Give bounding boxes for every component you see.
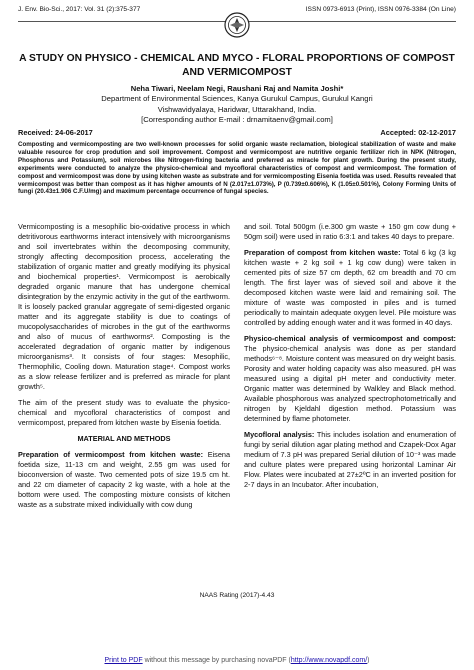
paper-title: A STUDY ON PHYSICO - CHEMICAL AND MYCO - FLORAL PROPORTIONS OF COMPOST AND VERMICOMPOST [19,53,455,78]
issn-info: ISSN 0973-6913 (Print), ISSN 0976-3384 (On Line) [305,6,456,13]
physico-chemical-heading: Physico-chemical analysis of vermicompost and compost: [244,334,456,343]
mycofloral-text: This includes isolation and enumeration of fungi by serial dilution agar plating method and Czapek-Dox Agar medium of 7.3 pH was prepared Serial dilution of 10⁻³ was made and culture plates were prepared using horizontal Laminar Air Flow. Plates were incubated at 27±2ºC in an inverted position for 2-7 days in an Incubator. After incubation, [244,430,456,489]
vermicompost-prep-text: Eisena foetida size, 11-13 cm and weight, 2.55 gm was used for bioconversion of waste. Two cemented pots of size 19.5 cm ht. and 22 cm diameter of capacity 2 kg waste, with a hole at the bottom were used. The composting mixture consists of kitchen waste as a substrate mixed individually with cow dung [18,450,230,509]
vermicompost-prep-paragraph [18,450,230,510]
right-column [244,222,456,496]
continued-paragraph: and soil. Total 500gm (i.e.300 gm waste + 150 gm cow dung + 50gm soil) were used in ratio 6:3:1 and takes 40 days to prepare. [244,222,456,241]
journal-reference: J. Env. Bio-Sci., 2017: Vol. 31 (2):375-377 [18,6,141,13]
dates-row [18,128,456,137]
footer-message: without this message by purchasing novaPDF ( [142,657,291,664]
intro-paragraph-1: Vermicomposting is a mesophilic bio-oxidative process in which detritivorous earthworms interact intensively with microorganisms and soil invertebrates within the decomposing community, strongly affecting decomposition process, accelerating the stabilization of organic matter and greatly modifying its physical and biochemical properties¹. Vermicompost is aerobically degraded organic manure that has undergone chemical disintegration by the enzymic activity in the gut of the earthworm. It is loosely packed granular aggregate of semi-digested organic matter and its aggregate stability is due to coatings of mucopolysaccharides of microbes in the gut of the earthworms and also of mucus of earthworms². Composting is the accelerated degradation of organic matter by indigenous microorganisms³. It consists of four stages: Mesophilic, Thermophilic, Cooling down. Maturation stage⁴. Compost works as a slow release fertilizer and is preferred as miracle for plant growth⁵. [18,222,230,391]
accepted-date: Accepted: 02-12-2017 [380,128,456,137]
print-to-pdf-link[interactable]: Print to PDF [104,657,143,664]
authors: Neha Tiwari, Neelam Negi, Raushani Raj and Namita Joshi* [130,84,344,93]
compost-prep-heading: Preparation of compost from kitchen waste: [244,248,401,257]
naas-rating: NAAS Rating (2017)-4.43 [199,592,275,599]
compost-prep-text: Total 6 kg (3 kg kitchen waste + 2 kg soil + 1 kg cow dung) were taken in cemented pits of size 57 cm depth, 62 cm breadth and 70 cm length. The first layer was of sieved soil and above it the decomposed kitchen waste were laid and remaining soil. The mixture of waste was composted in piles and is turned periodically to maintain adequate oxygen level. Pile moisture was controlled by adding enough water and it was formed in 40 days. [244,248,456,327]
section-heading-methods: MATERIAL AND METHODS [77,434,171,443]
journal-logo-icon [224,12,250,38]
abstract: Composting and vermicomposting are two well-known processes for solid organic waste reclamation, biological stabilization of waste and make valuable resource for crop prodution and soil improvement. Compost and vermicompost are nutritive organic fertilizer rich in NPK (Nitrogen, Phosphorus and Potassium), soil microbes like Nitrogen-fixing bacteria and preferred as miracle for plant growth. During the present study, experiments were conducted to analyze the physico-chemical and mycofloral characteristics of compost and vermicompost. The formation of compost and vermicompost was done by using kitchen waste as substrate and for vermicomposting Eisenia foetida was used. Results revealed that vermicompost was better than compost as it has higher amounts of N (2.017±1.073%), P (0.739±0.606%), K (1.05±0.501%), Colony Forming Units of fungi (20.43±1.906 C.F.U/mg) and maximum percentage occurrence of fungal species. [18,141,456,196]
vermicompost-prep-heading: Preparation of vermicompost from kitchen waste: [18,450,204,459]
left-column [18,222,230,516]
intro-paragraph-2: The aim of the present study was to evaluate the physico-chemical and mycofloral characteristics of compost and vermicompost, prepared from kitchen waste by Eisenia foetida. [18,398,230,427]
physico-chemical-paragraph [244,334,456,424]
affiliation-line-2: Vishwavidyalaya, Haridwar, Uttarakhand, India. [157,104,317,114]
pdf-footer [0,657,474,664]
compost-prep-paragraph [244,248,456,328]
author-affiliation-block [18,84,456,126]
novapdf-url-link[interactable]: http://www.novapdf.com/ [290,657,368,664]
corresponding-author: [Corresponding author E-mail : drnamitaenv@gmail.com] [141,115,333,125]
mycofloral-heading: Mycofloral analysis: [244,430,315,439]
physico-chemical-text: The physico-chemical analysis was done as per standard methods⁶⁻⁸. Moisture content was measured on dry weight basis. Porosity and water holding capacity was also measured. pH was measured using a digital pH meter and conductivity meter. Organic matter was determined by Walkley and Black method. Available phosphorous was analyzed spectrophotometrically and nitrogen by Kjeldahl digestion method. Potassium was determined by flame photometer. [244,344,456,423]
mycofloral-paragraph [244,430,456,490]
received-date: Received: 24-06-2017 [18,128,93,137]
footer-suffix: ) [367,657,370,664]
affiliation-line-1: Department of Environmental Sciences, Kanya Gurukul Campus, Gurukul Kangri [101,94,373,104]
